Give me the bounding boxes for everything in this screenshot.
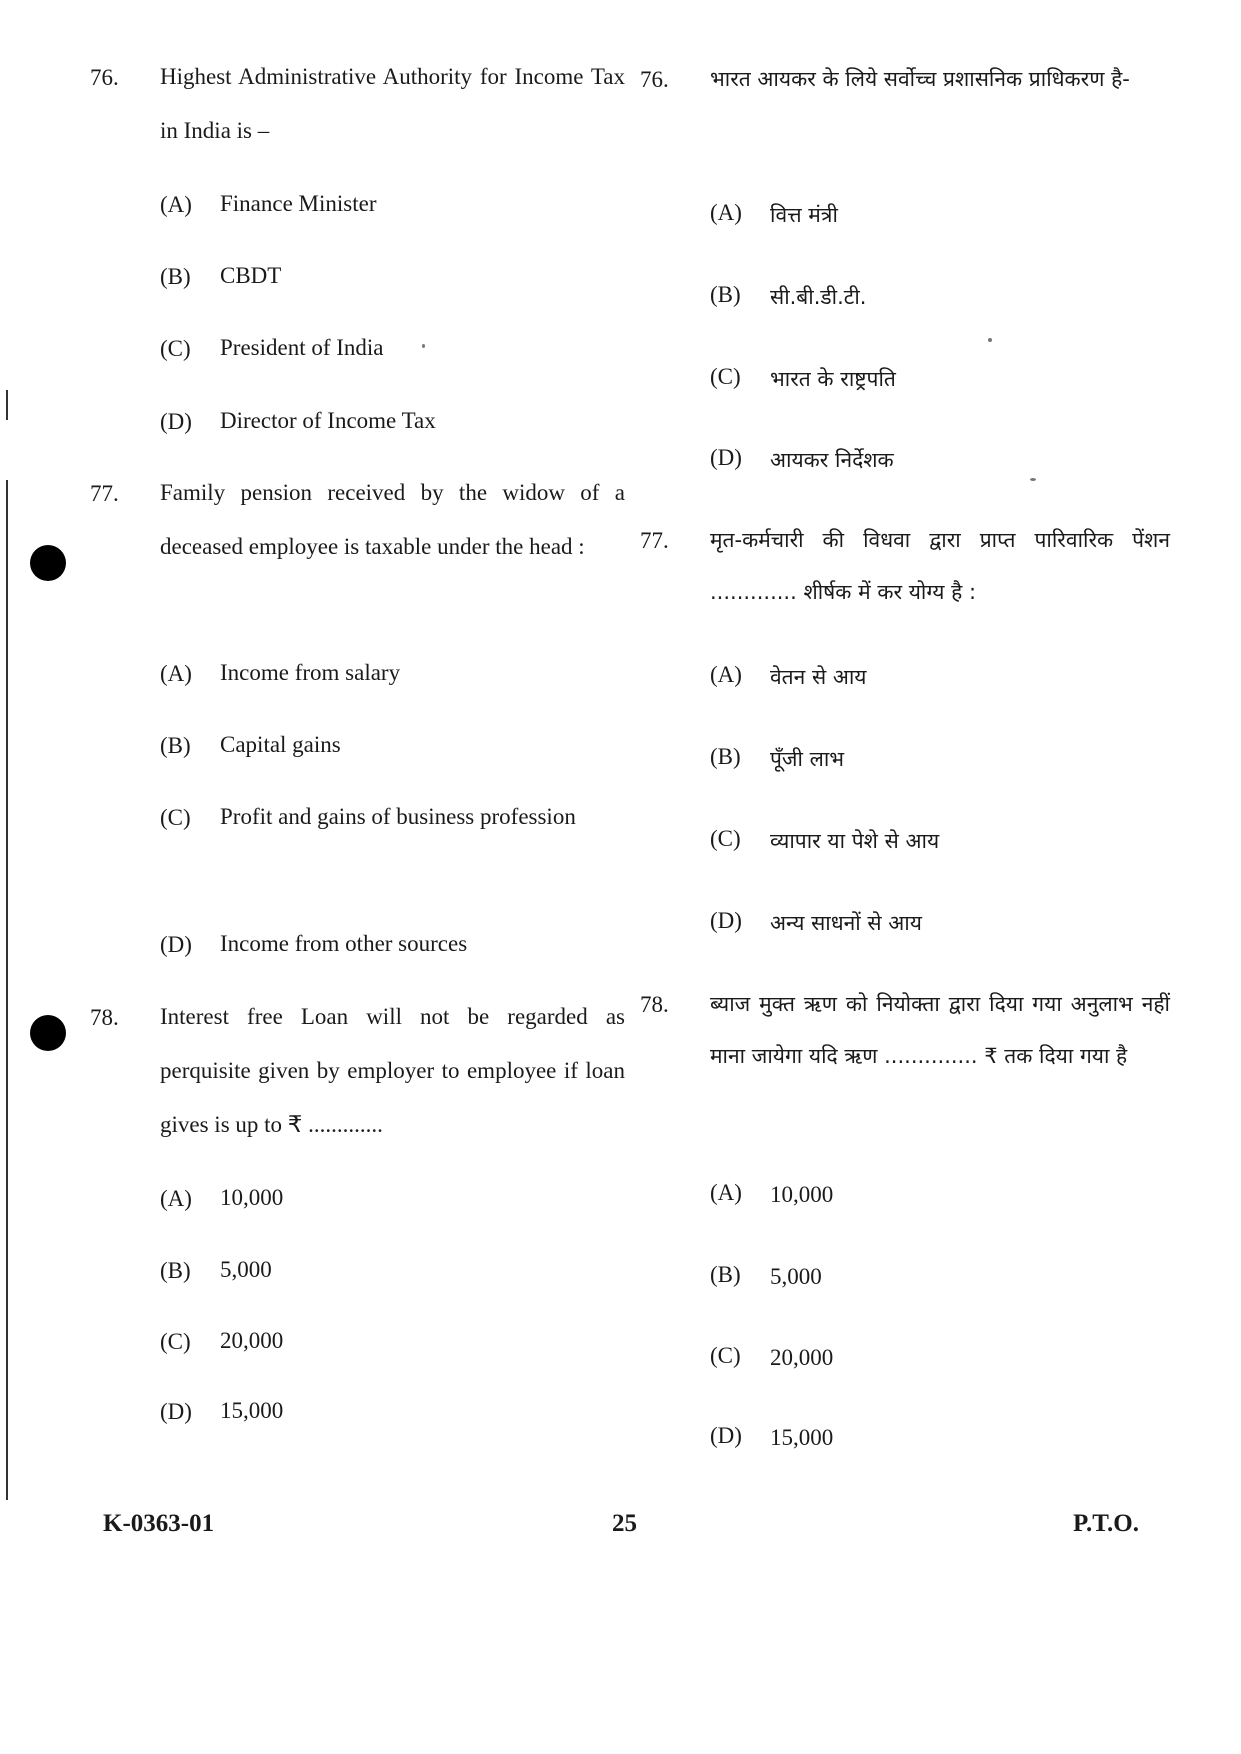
option-text: Profit and gains of business profession [220,804,576,829]
footer-page-number: 25 [612,1510,637,1537]
question-text: Interest free Loan will not be regarded as perquisite given by employer to employee if loan gives is up to ₹ ............. [160,1004,625,1137]
option-label: (B) [160,264,191,289]
option-text: वेतन से आय [770,665,867,689]
question-number: 76. [90,65,119,90]
option-text: पूँजी लाभ [770,747,845,771]
question-number: 78. [640,992,669,1017]
option-text: 20,000 [220,1328,284,1353]
option-text: Capital gains [220,732,341,757]
option-text: 20,000 [770,1345,834,1370]
question-number: 77. [640,528,669,553]
option-text: CBDT [220,263,282,288]
footer-code: K-0363-01 [103,1510,215,1537]
option-text: 15,000 [220,1398,284,1423]
option-text: भारत के राष्ट्रपति [770,367,896,391]
question-number: 77. [90,481,119,506]
scan-speck [1030,478,1036,481]
option-text: 10,000 [220,1185,284,1210]
scan-margin-line [6,480,8,1500]
option-label: (B) [160,733,191,758]
punch-hole-dot [30,1015,66,1051]
option-text: आयकर निर्देशक [770,448,894,472]
option-text: अन्य साधनों से आय [770,911,922,935]
option-text: सी.बी.डी.टी. [770,285,867,309]
option-label: (B) [710,282,741,307]
scan-margin-line [6,390,8,420]
scan-speck [422,344,425,348]
option-label: (D) [160,1399,192,1424]
scan-speck [988,338,992,342]
option-label: (B) [710,1262,741,1287]
option-label: (B) [710,744,741,769]
option-text: Finance Minister [220,191,377,216]
question-number: 78. [90,1005,119,1030]
option-label: (C) [710,826,741,851]
option-label: (D) [160,409,192,434]
question-text: Highest Administrative Authority for Income Tax in India is – [160,64,625,143]
footer-pto: P.T.O. [1073,1510,1139,1537]
option-label: (C) [710,1343,741,1368]
option-label: (A) [160,1186,192,1211]
question-text: ब्याज मुक्त ऋण को नियोक्ता द्वारा दिया गया अनुलाभ नहीं माना जायेगा यदि ऋण .............. ₹ तक दिया गया है [710,992,1170,1068]
option-text: Income from other sources [220,931,468,956]
question-number: 76. [640,67,669,92]
question-text: भारत आयकर के लिये सर्वोच्च प्रशासनिक प्राधिकरण है- [710,67,1130,91]
option-label: (A) [710,662,742,687]
option-label: (C) [710,364,741,389]
option-text: वित्त मंत्री [770,203,838,227]
option-text: 10,000 [770,1182,834,1207]
option-label: (D) [710,445,742,470]
option-label: (A) [160,661,192,686]
option-label: (D) [710,908,742,933]
option-label: (D) [160,932,192,957]
option-text: Income from salary [220,660,401,685]
option-label: (A) [710,1180,742,1205]
option-label: (A) [710,200,742,225]
option-text: 5,000 [770,1264,822,1289]
option-label: (B) [160,1258,191,1283]
option-label: (D) [710,1423,742,1448]
punch-hole-dot [30,545,66,581]
option-label: (A) [160,192,192,217]
option-text: Director of Income Tax [220,408,436,433]
option-label: (C) [160,805,191,830]
option-label: (C) [160,336,191,361]
question-text: Family pension received by the widow of a deceased employee is taxable under the head : [160,480,625,559]
question-text: मृत-कर्मचारी की विधवा द्वारा प्राप्त पारिवारिक पेंशन ............. शीर्षक में कर योग्य है : [710,528,1170,604]
option-text: व्यापार या पेशे से आय [770,829,940,853]
option-text: 5,000 [220,1257,272,1282]
option-text: 15,000 [770,1425,834,1450]
option-text: President of India [220,335,384,360]
option-label: (C) [160,1329,191,1354]
